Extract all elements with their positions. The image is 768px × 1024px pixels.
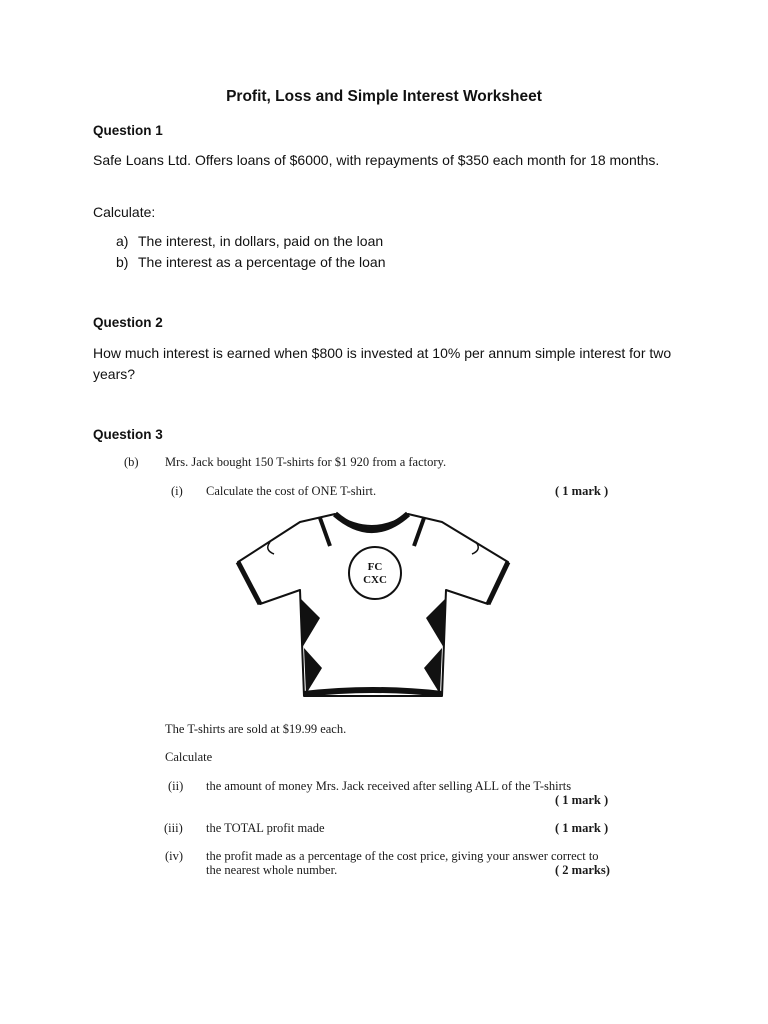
list-item-text: The interest as a percentage of the loan bbox=[138, 254, 386, 270]
question-1-item-a bbox=[116, 233, 383, 249]
question-1-heading: Question 1 bbox=[93, 123, 163, 138]
logo-line-2: CXC bbox=[363, 574, 387, 586]
list-marker: a) bbox=[116, 233, 129, 249]
sub-iii-mark: ( 1 mark ) bbox=[555, 821, 609, 835]
sub-iii-text: the TOTAL profit made bbox=[206, 821, 325, 835]
sub-iv-text-line-1: the profit made as a percentage of the cost price, giving your answer correct to bbox=[206, 849, 599, 863]
sub-i-label: (i) bbox=[171, 484, 183, 498]
sub-i-text: Calculate the cost of ONE T-shirt. bbox=[206, 484, 377, 498]
worksheet-title: Profit, Loss and Simple Interest Worksheet bbox=[226, 88, 542, 105]
question-3-heading: Question 3 bbox=[93, 427, 163, 442]
sub-ii-mark: ( 1 mark ) bbox=[555, 793, 609, 807]
question-2-heading: Question 2 bbox=[93, 315, 163, 330]
sub-iv-label: (iv) bbox=[165, 849, 184, 863]
tshirt-body bbox=[238, 514, 508, 696]
sub-ii-text: the amount of money Mrs. Jack received after selling ALL of the T-shirts bbox=[206, 779, 572, 793]
sub-ii-label: (ii) bbox=[168, 779, 184, 793]
list-marker: b) bbox=[116, 254, 129, 270]
tshirt-illustration bbox=[230, 508, 520, 708]
part-b-intro: Mrs. Jack bought 150 T-shirts for $1 920 from a factory. bbox=[165, 455, 447, 469]
question-2-text: How much interest is earned when $800 is invested at 10% per annum simple interest for two years? bbox=[93, 345, 672, 382]
sub-i-mark: ( 1 mark ) bbox=[555, 484, 609, 498]
list-item-text: The interest, in dollars, paid on the loan bbox=[138, 233, 384, 249]
part-b-label: (b) bbox=[124, 455, 139, 469]
question-1-text: Safe Loans Ltd. Offers loans of $6000, with repayments of $350 each month for 18 months. bbox=[93, 152, 660, 168]
sub-iv-text-line-2: the nearest whole number. bbox=[206, 863, 338, 877]
logo-circle bbox=[349, 547, 401, 599]
question-1-calculate: Calculate: bbox=[93, 204, 156, 220]
sold-text: The T-shirts are sold at $19.99 each. bbox=[165, 722, 347, 736]
question-1-item-b bbox=[116, 254, 386, 270]
calculate-label: Calculate bbox=[165, 750, 213, 764]
sub-iii-label: (iii) bbox=[164, 821, 183, 835]
sub-iv-mark: ( 2 marks) bbox=[555, 863, 610, 877]
logo-line-1: FC bbox=[367, 561, 383, 573]
